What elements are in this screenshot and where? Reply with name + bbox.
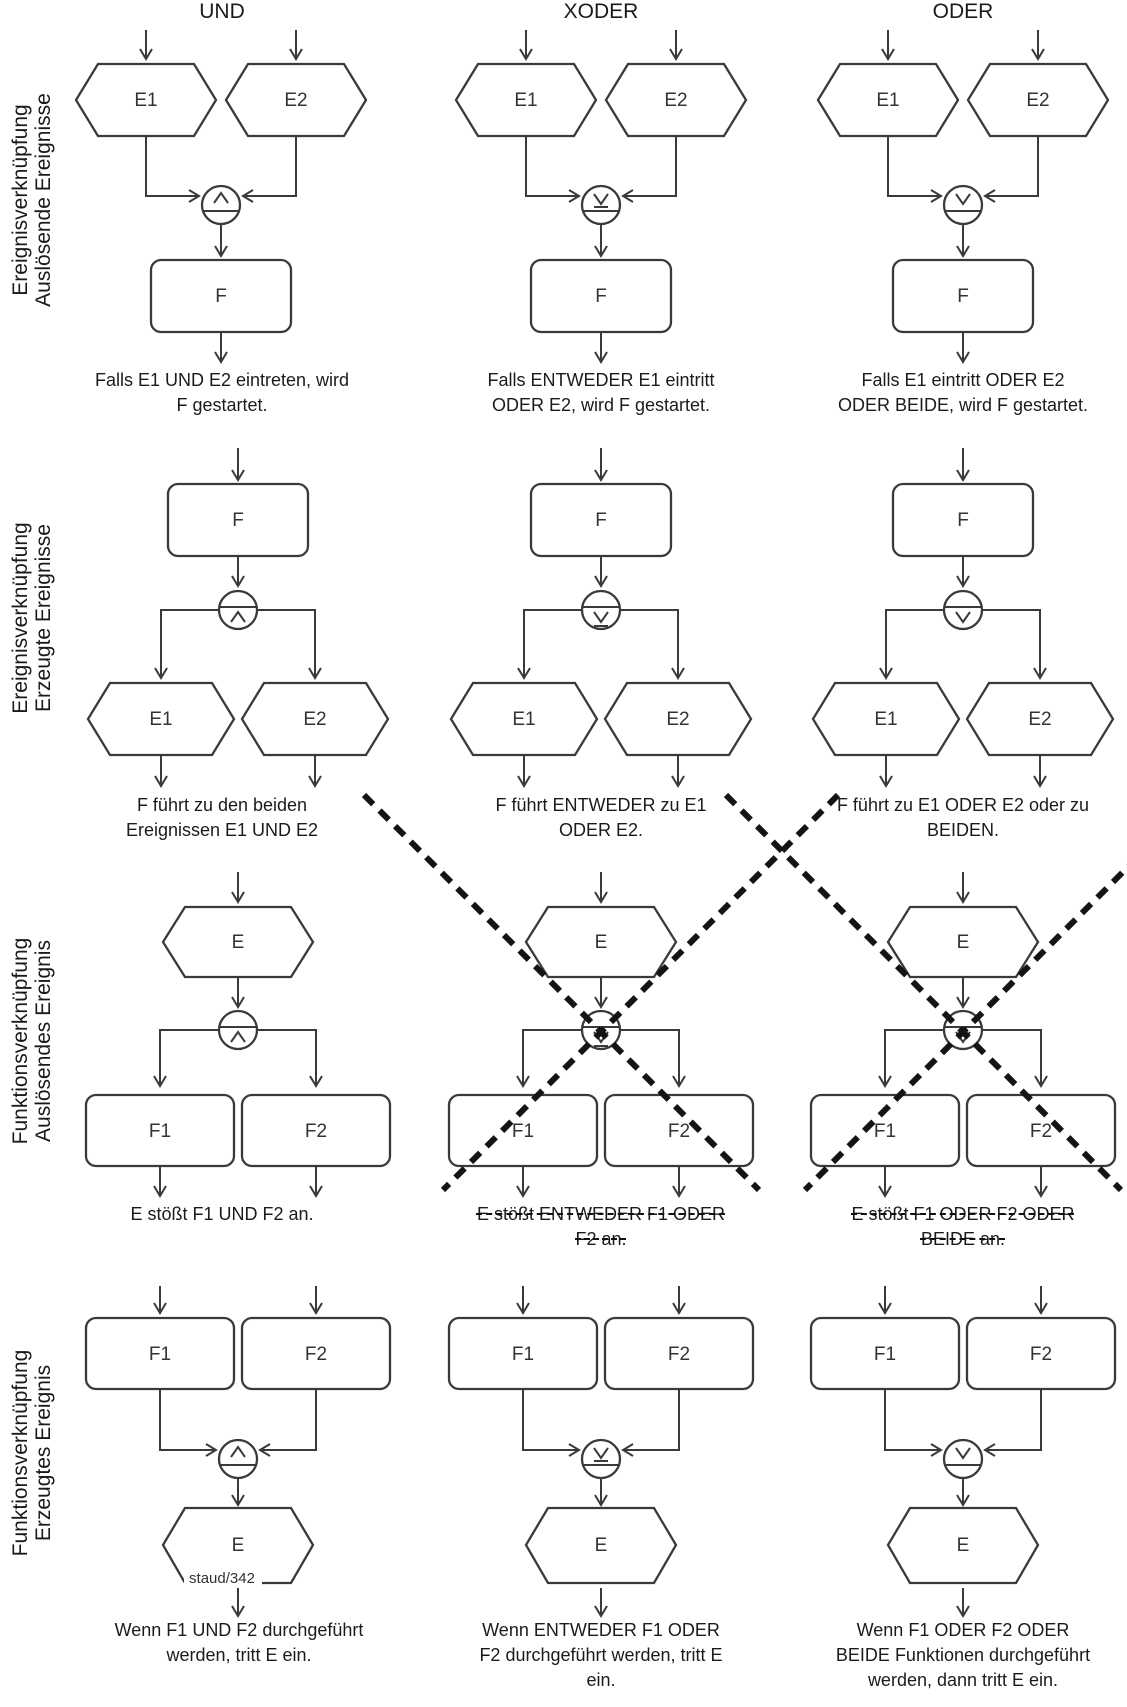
event-e2-label: E2 [1026,90,1050,111]
caption-r4c1 [69,1618,409,1668]
and-connector-icon [202,186,240,224]
function-f2-label: F2 [1029,1344,1053,1365]
function-f-label: F [595,510,607,531]
caption-line: F führt zu den beiden [136,795,308,815]
cell-row3-und [86,872,390,1196]
caption-line: ODER E2, wird F gestartet. [491,395,711,415]
xor-connector-icon [582,186,620,224]
column-header-oder: ODER [932,0,994,23]
event-e2-label: E2 [303,709,327,730]
source-note: staud/342 [189,1570,255,1587]
or-connector-icon [944,1440,982,1478]
caption-line: Falls ENTWEDER E1 eintritt [487,370,715,390]
caption-r4c3 [793,1618,1127,1693]
event-e-label: E [956,1535,970,1556]
row-label-line: Ereignisverknüpfung [9,522,32,714]
caption-line: F2 an. [575,1229,627,1249]
cell-row2-xoder [451,448,751,786]
function-f-label: F [957,510,969,531]
caption-line: E stößt F1 UND F2 an. [130,1204,314,1224]
and-connector-icon [219,1011,257,1049]
or-connector-icon [944,591,982,629]
or-connector-icon [944,186,982,224]
function-f1-label: F1 [511,1344,535,1365]
function-f2-label: F2 [667,1344,691,1365]
event-e2-label: E2 [1028,709,1052,730]
caption-r4c2 [431,1618,771,1693]
event-e2-label: E2 [284,90,308,111]
caption-line: werden, dann tritt E ein. [867,1670,1059,1690]
event-e-label: E [231,1535,245,1556]
row-label-line: Funktionsverknüpfung [9,1349,32,1557]
caption-line: E stößt F1 ODER F2 ODER [851,1204,1075,1224]
function-f1-label: F1 [873,1344,897,1365]
caption-line: BEIDEN. [926,820,1000,840]
cell-row2-und [88,448,388,786]
caption-r3c3 [793,1202,1127,1252]
function-f-label: F [957,286,969,307]
caption-line: Falls E1 eintritt ODER E2 [861,370,1065,390]
caption-line: F führt zu E1 ODER E2 oder zu [836,795,1090,815]
function-f-label: F [232,510,244,531]
xor-connector-icon [582,1440,620,1478]
caption-line: werden, tritt E ein. [166,1645,312,1665]
xor-connector-icon [582,591,620,629]
event-e1-label: E1 [874,709,898,730]
cell-row4-xoder [449,1286,753,1616]
caption-line: ein. [586,1670,616,1690]
row-label-line: Auslösendes Ereignis [32,940,55,1142]
caption-r2c1 [52,793,392,843]
caption-r2c3 [793,793,1127,843]
cell-row1-und [76,30,366,362]
caption-line: Ereignissen E1 UND E2 [125,820,319,840]
caption-line: Wenn ENTWEDER F1 ODER [482,1620,720,1640]
function-f1-label: F1 [511,1121,535,1142]
function-f1-label: F1 [148,1121,172,1142]
function-f-label: F [215,286,227,307]
cell-row2-oder [813,448,1113,786]
event-e2-label: E2 [666,709,690,730]
function-f2-label: F2 [304,1344,328,1365]
caption-line: ODER BEIDE, wird F gestartet. [837,395,1089,415]
cell-row1-oder [818,30,1108,362]
event-e1-label: E1 [876,90,900,111]
caption-line: Wenn F1 ODER F2 ODER [856,1620,1070,1640]
row-label-line: Ereignisverknüpfung [9,104,32,296]
cell-row4-oder [811,1286,1115,1616]
caption-r1c1 [52,368,392,418]
caption-line: F2 durchgeführt werden, tritt E [479,1645,723,1665]
function-f2-label: F2 [1029,1121,1053,1142]
function-f1-label: F1 [148,1344,172,1365]
caption-r2c2 [431,793,771,843]
event-e1-label: E1 [514,90,538,111]
caption-r1c2 [431,368,771,418]
function-f2-label: F2 [667,1121,691,1142]
column-header-und: UND [199,0,245,23]
column-header-xoder: XODER [563,0,639,23]
row-label-line: Auslösende Ereignisse [32,93,55,307]
caption-line: Wenn F1 UND F2 durchgeführt [114,1620,364,1640]
function-f2-label: F2 [304,1121,328,1142]
caption-line: BEIDE an. [920,1229,1006,1249]
event-e1-label: E1 [149,709,173,730]
event-e-label: E [594,932,608,953]
row-label-line: Erzeugtes Ereignis [32,1364,55,1542]
event-e1-label: E1 [512,709,536,730]
event-e2-label: E2 [664,90,688,111]
caption-r3c2 [431,1202,771,1252]
cell-row1-xoder [456,30,746,362]
row-label-line: Erzeugte Ereignisse [32,524,55,712]
event-e-label: E [231,932,245,953]
function-f-label: F [595,286,607,307]
event-e1-label: E1 [134,90,158,111]
event-e-label: E [594,1535,608,1556]
caption-line: ODER E2. [558,820,644,840]
caption-line: F gestartet. [176,395,268,415]
row-label-line: Funktionsverknüpfung [9,937,32,1145]
caption-line: E stößt ENTWEDER F1 ODER [476,1204,726,1224]
caption-r1c3 [793,368,1127,418]
cell-row4-und [86,1286,390,1616]
event-e-label: E [956,932,970,953]
caption-line: F führt ENTWEDER zu E1 [495,795,707,815]
caption-line: BEIDE Funktionen durchgeführt [835,1645,1091,1665]
caption-line: Falls E1 UND E2 eintreten, wird [94,370,350,390]
function-f1-label: F1 [873,1121,897,1142]
caption-r3c1 [52,1202,392,1227]
and-connector-icon [219,591,257,629]
and-connector-icon [219,1440,257,1478]
